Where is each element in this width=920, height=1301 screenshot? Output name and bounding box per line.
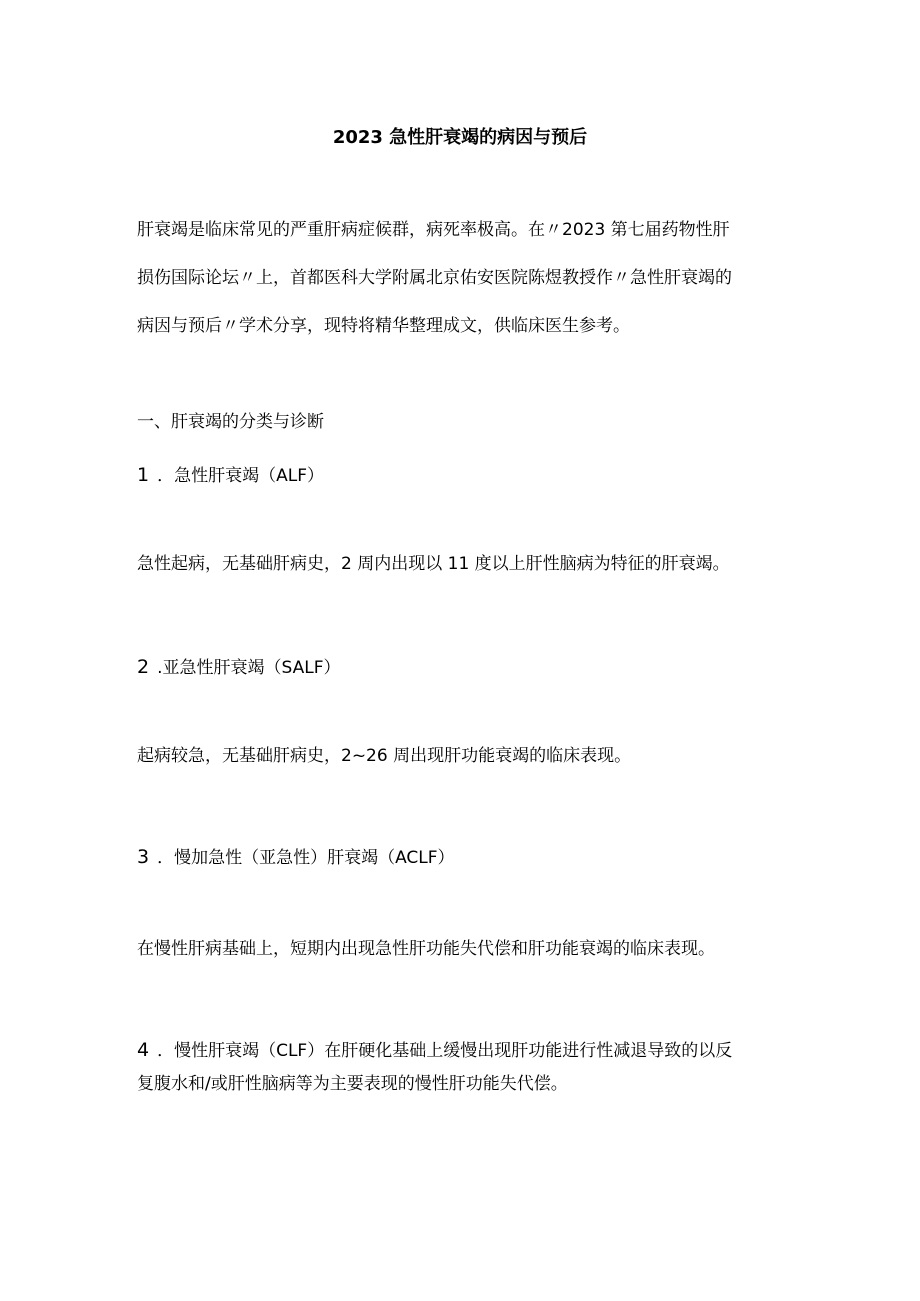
item-heading-text: ．慢性肝衰竭（CLF）在肝硬化基础上缓慢出现肝功能进行性减退导致的以反 xyxy=(157,1041,733,1061)
item-body-salf: 起病较急，无基础肝病史，2~26 周出现肝功能衰竭的临床表现。 xyxy=(137,746,632,766)
item-number: 1 xyxy=(137,464,150,486)
item-heading-alf xyxy=(137,461,787,490)
item-heading-text: ．急性肝衰竭（ALF） xyxy=(157,466,324,486)
item-number: 4 xyxy=(137,1039,150,1061)
item-heading-text: ．慢加急性（亚急性）肝衰竭（ACLF） xyxy=(157,848,455,868)
item-heading-clf-line-2: 复腹水和/或肝性脑病等为主要表现的慢性肝功能失代偿。 xyxy=(137,1074,568,1094)
item-heading-clf-line-1 xyxy=(137,1036,787,1065)
item-body-aclf: 在慢性肝病基础上，短期内出现急性肝功能失代偿和肝功能衰竭的临床表现。 xyxy=(137,939,715,959)
intro-paragraph-line-1: 肝衰竭是临床常见的严重肝病症候群，病死率极高。在〃2023 第七届药物性肝 xyxy=(137,220,730,240)
intro-paragraph-line-3: 病因与预后〃学术分享，现特将精华整理成文，供临床医生参考。 xyxy=(137,316,630,336)
intro-paragraph-line-2: 损伤国际论坛〃上，首都医科大学附属北京佑安医院陈煜教授作〃急性肝衰竭的 xyxy=(137,268,732,288)
item-number: 3 xyxy=(137,846,150,868)
section-heading-classification: 一、肝衰竭的分类与诊断 xyxy=(137,412,324,432)
item-heading-text: .亚急性肝衰竭（SALF） xyxy=(157,658,341,678)
item-heading-salf xyxy=(137,653,787,682)
item-body-alf: 急性起病，无基础肝病史，2 周内出现以 11 度以上肝性脑病为特征的肝衰竭。 xyxy=(137,554,730,574)
item-number: 2 xyxy=(137,656,150,678)
item-heading-aclf xyxy=(137,843,787,872)
document-title: 2023 急性肝衰竭的病因与预后 xyxy=(332,127,588,148)
